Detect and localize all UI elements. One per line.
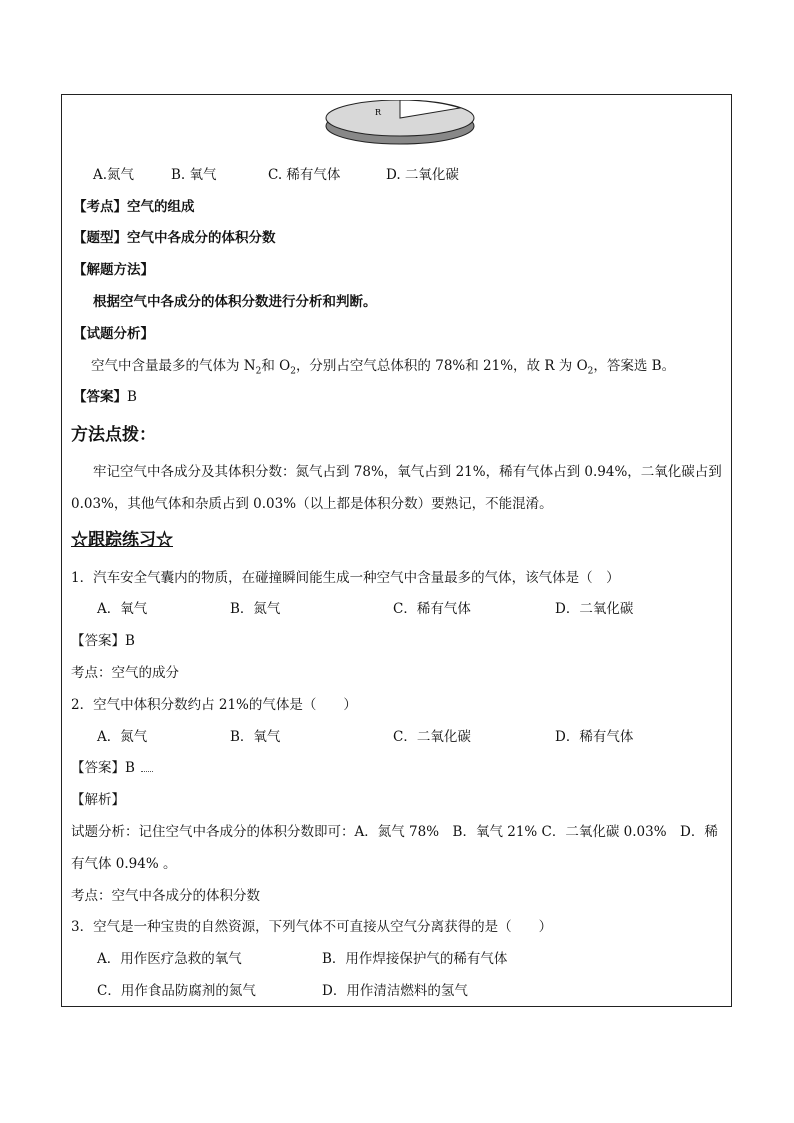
q3-option-c: C．用作食品防腐剂的氮气	[97, 983, 256, 999]
q2-analysis-line-2: 有气体 0.94% 。	[71, 856, 177, 872]
q3-option-d: D．用作清洁燃料的氢气	[322, 983, 468, 999]
q2-option-d: D．稀有气体	[555, 729, 634, 745]
analysis-part2: 和 O	[261, 358, 291, 374]
q0-answer	[73, 387, 137, 407]
q3-stem: 3．空气是一种宝贵的自然资源，下列气体不可直接从空气分离获得的是（ ）	[71, 919, 553, 935]
kaodian-label: 【考点】	[73, 199, 127, 215]
answer-text: B	[127, 389, 137, 405]
method-label: 【解题方法】	[73, 262, 154, 278]
q2-jiexi: 【解析】	[71, 792, 125, 808]
method-text: 根据空气中各成分的体积分数进行分析和判断。	[93, 294, 377, 310]
pie-label-r: R	[375, 108, 382, 117]
analysis-sub3: 2	[587, 366, 594, 377]
pie-chart-figure	[325, 100, 475, 148]
tixing-label: 【题型】	[73, 230, 127, 246]
tips-line-2: 0.03%，其他气体和杂质占到 0.03%（以上都是体积分数）要熟记，不能混淆。	[71, 496, 553, 512]
analysis-part4: ，答案选 B。	[593, 358, 676, 374]
q1-option-d: D．二氧化碳	[555, 601, 634, 617]
tixing-line	[73, 228, 276, 248]
q3-option-b: B．用作焊接保护气的稀有气体	[322, 951, 508, 967]
q2-stem: 2．空气中体积分数约占 21%的气体是（ ）	[71, 697, 357, 713]
q2-option-c: C．二氧化碳	[393, 729, 471, 745]
q2-answer-line	[71, 758, 153, 778]
tips-line-1: 牢记空气中各成分及其体积分数：氮气占到 78%，氧气占到 21%，稀有气体占到 0.94%，二氧化碳占到	[93, 464, 722, 480]
tixing-text: 空气中各成分的体积分数	[127, 230, 276, 246]
tips-heading: 方法点拨：	[71, 425, 156, 445]
q2-option-a: A．氮气	[97, 729, 148, 745]
q1-stem: 1．汽车安全气囊内的物质，在碰撞瞬间能生成一种空气中含量最多的气体，该气体是（ ）	[71, 570, 620, 586]
q0-option-b: B. 氧气	[171, 167, 217, 183]
q0-option-c: C. 稀有气体	[268, 167, 341, 183]
analysis-text	[91, 356, 675, 382]
q2-option-b: B．氧气	[230, 729, 281, 745]
q2-analysis-line-1: 试题分析：记住空气中各成分的体积分数即可：A．氮气 78% B．氧气 21% C．二氧化碳 0.03% D．稀	[71, 824, 718, 840]
kaodian-line	[73, 197, 195, 217]
q2-kaodian: 考点：空气中各成分的体积分数	[71, 888, 260, 904]
analysis-label: 【试题分析】	[73, 326, 154, 342]
analysis-sub2: 2	[290, 366, 296, 377]
q3-option-a: A．用作医疗急救的氧气	[97, 951, 242, 967]
analysis-part3: ，分别占空气总体积的 78%和 21%，故 R 为 O	[295, 358, 588, 374]
q1-option-b: B．氮气	[230, 601, 281, 617]
kaodian-text: 空气的组成	[127, 199, 195, 215]
answer-label: 【答案】	[73, 389, 127, 405]
q1-kaodian: 考点：空气的成分	[71, 665, 179, 681]
q1-answer: 【答案】B	[71, 633, 135, 649]
q0-option-d: D. 二氧化碳	[386, 167, 459, 183]
q1-option-c: C．稀有气体	[393, 601, 471, 617]
practice-heading: ☆跟踪练习☆	[71, 530, 173, 550]
q0-option-a: A.氮气	[93, 167, 135, 183]
scan-mark	[141, 763, 153, 772]
q1-option-a: A．氧气	[97, 601, 148, 617]
analysis-sub1: 2	[255, 366, 262, 377]
analysis-part1: 空气中含量最多的气体为 N	[91, 358, 256, 374]
q2-answer: 【答案】B	[71, 760, 135, 776]
